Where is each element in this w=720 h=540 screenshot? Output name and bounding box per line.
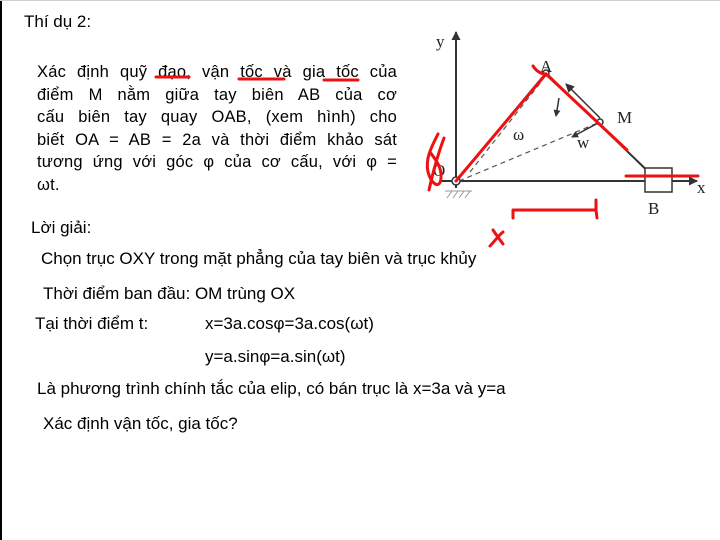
- solution-initial-line: Thời điểm ban đầu: OM trùng OX: [43, 284, 296, 303]
- solution-axes-line: Chọn trục OXY trong mặt phẳng của tay biên và trục khủy: [41, 249, 477, 268]
- omega-label: ω: [513, 125, 525, 144]
- solution-ellipse-line: Là phương trình chính tắc của elip, có bán trục là x=3a và y=a: [37, 379, 506, 398]
- solution-question-line: Xác định vận tốc, gia tốc?: [43, 414, 238, 433]
- y-axis-label: y: [436, 32, 445, 51]
- w-arrow: [556, 98, 559, 116]
- problem-line: tương ứng với góc φ của cơ cấu, với φ =: [37, 153, 397, 171]
- velocity-arrow: [566, 84, 600, 118]
- slider-block-b: [645, 168, 672, 192]
- slide-title: Thí dụ 2:: [24, 12, 92, 31]
- problem-line: Xác định quỹ đạo, vận tốc và gia tốc của: [37, 63, 397, 81]
- problem-line: cấu biên tay quay OAB, (xem hình) cho: [37, 108, 397, 126]
- equation-x: x=3a.cosφ=3a.cos(ωt): [205, 314, 374, 333]
- problem-line: biết OA = AB = 2a và thời điểm khảo sát: [37, 130, 397, 149]
- solution-heading: Lời giải:: [31, 218, 92, 237]
- ground-support: [445, 191, 472, 198]
- problem-line: điểm M nằm giữa tay biên AB của cơ: [37, 85, 397, 104]
- point-a-label: A: [540, 57, 553, 76]
- solution-time-label: Tại thời điểm t:: [35, 314, 149, 333]
- handwritten-annotations: [156, 66, 698, 246]
- equation-y: y=a.sinφ=a.sin(ωt): [205, 347, 346, 366]
- problem-line: ωt.: [37, 175, 60, 194]
- w-label: w: [577, 133, 590, 152]
- red-line-oa: [456, 74, 546, 181]
- red-brace: [513, 200, 597, 218]
- red-x-mark: [490, 230, 503, 246]
- point-b-label: B: [648, 199, 660, 218]
- x-axis-label: x: [697, 178, 706, 197]
- point-o-label: O: [433, 161, 446, 180]
- point-m-label: M: [617, 108, 633, 127]
- dashed-guide-oa: [470, 82, 541, 172]
